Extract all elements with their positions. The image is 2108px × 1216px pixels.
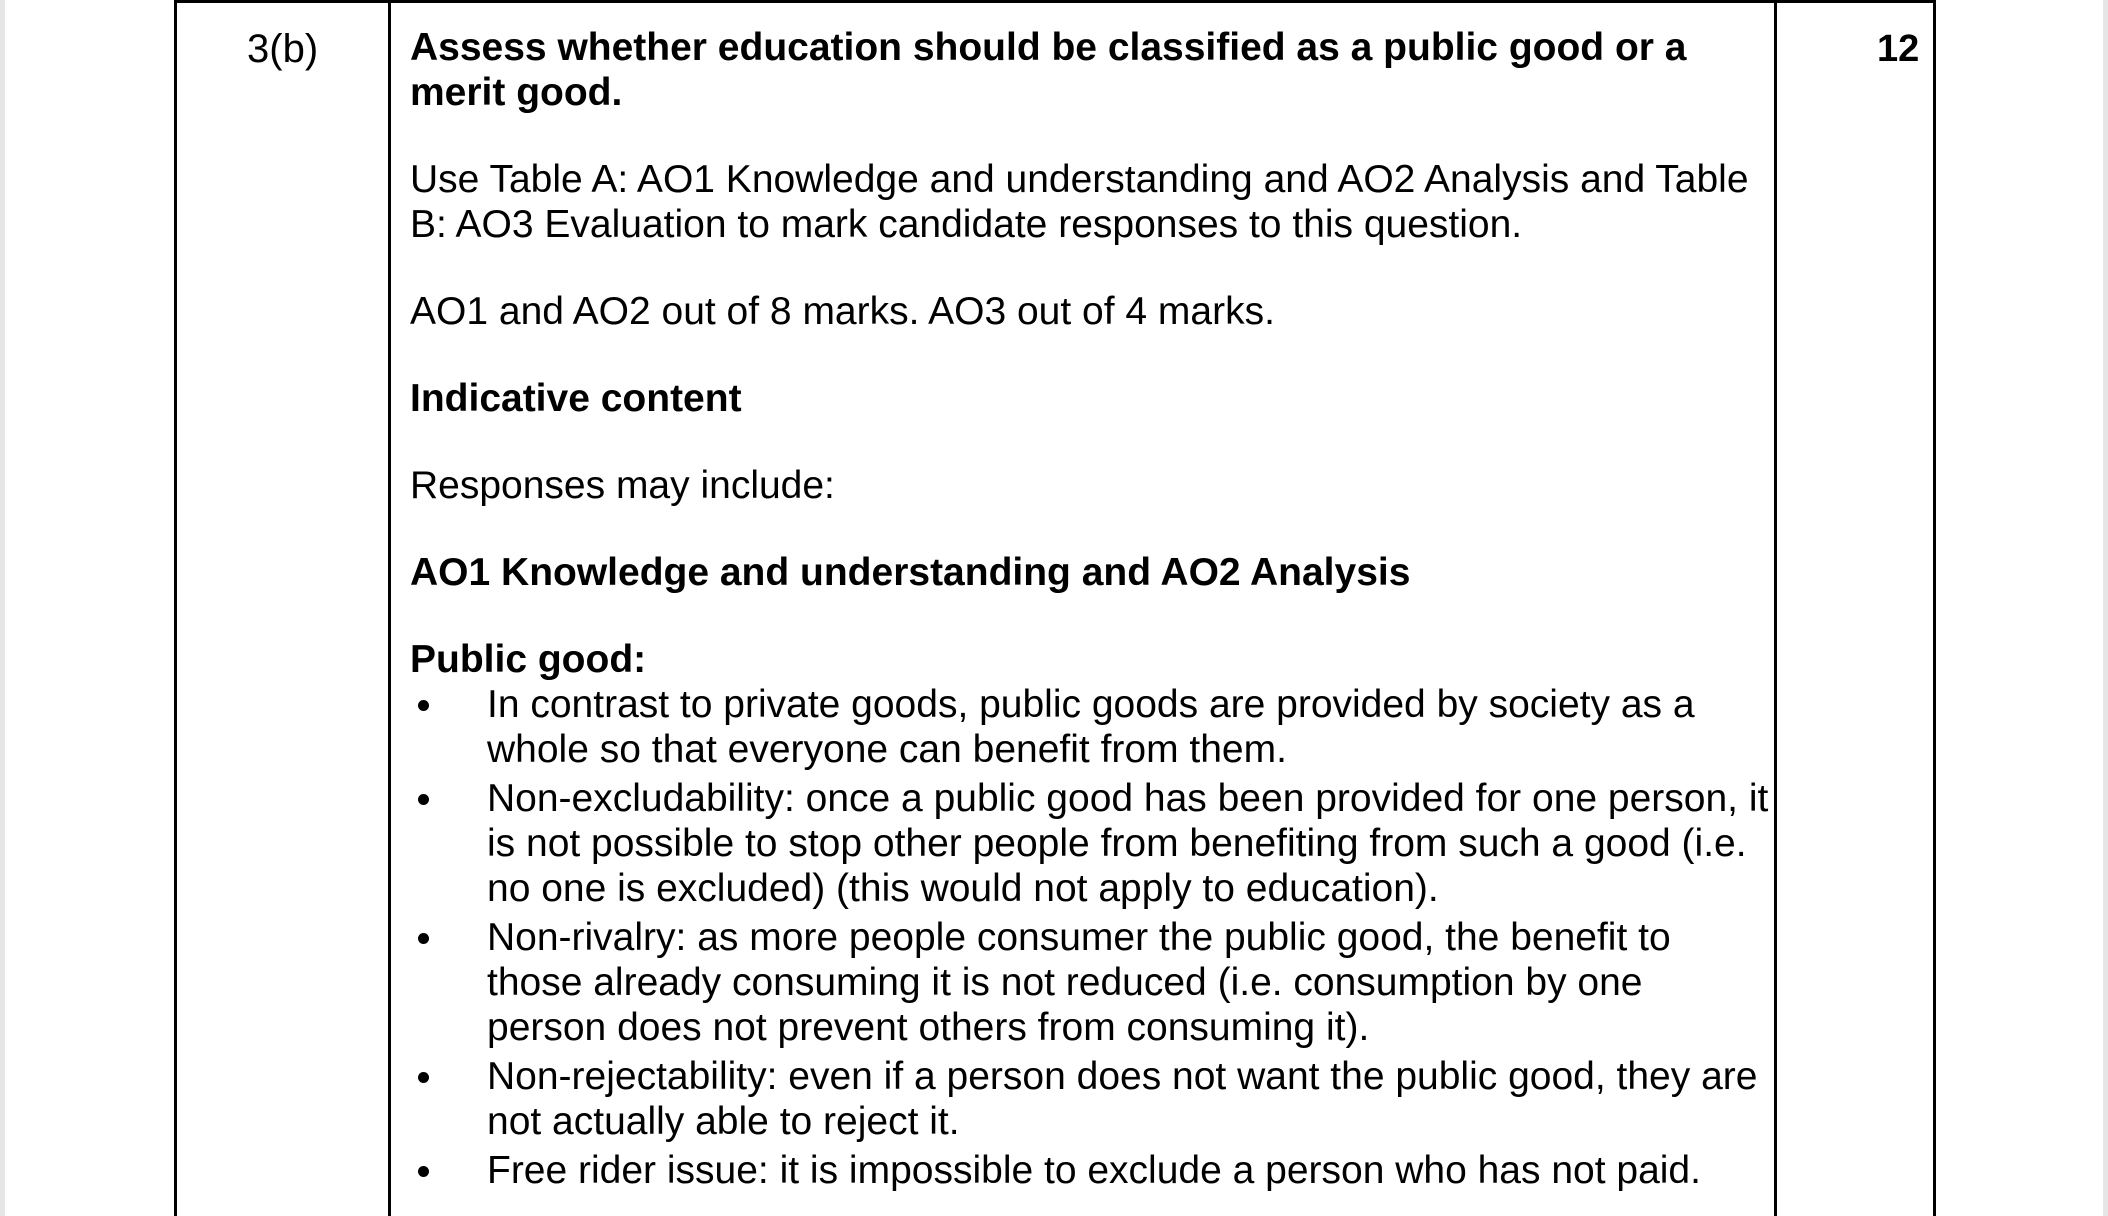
- bullet-icon: [418, 1072, 429, 1083]
- column-divider: [388, 3, 391, 1216]
- bullet-text: Non-rivalry: as more people consumer the public good, the benefit to those already consuming it is not reduced (i.e. consumption by one person does not prevent others from consuming it).: [487, 916, 1671, 1049]
- tables-instruction: Use Table A: AO1 Knowledge and understanding and AO2 Analysis and Table B: AO3 Evaluation to mark candidate responses to this question.: [410, 158, 1749, 246]
- bullet-text: Non-excludability: once a public good has been provided for one person, it is not possible to stop other people from benefiting from such a good (i.e. no one is excluded) (this would not apply to education).: [487, 777, 1769, 910]
- public-good-bullet-list: [410, 682, 1770, 1193]
- list-item: [410, 1148, 1770, 1193]
- page-edge-left: [0, 0, 5, 1216]
- question-number: 3(b): [247, 27, 319, 71]
- list-item: [410, 1054, 1770, 1144]
- responses-intro: Responses may include:: [410, 464, 835, 507]
- marks-split-instruction: AO1 and AO2 out of 8 marks. AO3 out of 4 marks.: [410, 290, 1275, 333]
- bullet-icon: [418, 794, 429, 805]
- indicative-content-heading: Indicative content: [410, 377, 742, 420]
- bullet-text: In contrast to private goods, public goods are provided by society as a whole so that everyone can benefit from them.: [487, 683, 1695, 771]
- bullet-text: Non-rejectability: even if a person does not want the public good, they are not actually able to reject it.: [487, 1055, 1758, 1143]
- question-title: Assess whether education should be classified as a public good or a merit good.: [410, 26, 1687, 114]
- public-good-heading: Public good:: [410, 638, 647, 681]
- column-divider: [1774, 3, 1777, 1216]
- list-item: [410, 776, 1770, 911]
- page-edge-right: [2103, 0, 2108, 1216]
- ao1-ao2-heading: AO1 Knowledge and understanding and AO2 Analysis: [410, 551, 1411, 594]
- bullet-icon: [418, 1166, 429, 1177]
- mark-scheme-table: [174, 0, 1936, 1216]
- list-item: [410, 682, 1770, 772]
- bullet-icon: [418, 933, 429, 944]
- bullet-icon: [418, 700, 429, 711]
- bullet-text: Free rider issue: it is impossible to exclude a person who has not paid.: [487, 1149, 1701, 1192]
- list-item: [410, 915, 1770, 1050]
- answer-content-cell: [410, 25, 1770, 1197]
- marks-value: 12: [1877, 28, 1920, 70]
